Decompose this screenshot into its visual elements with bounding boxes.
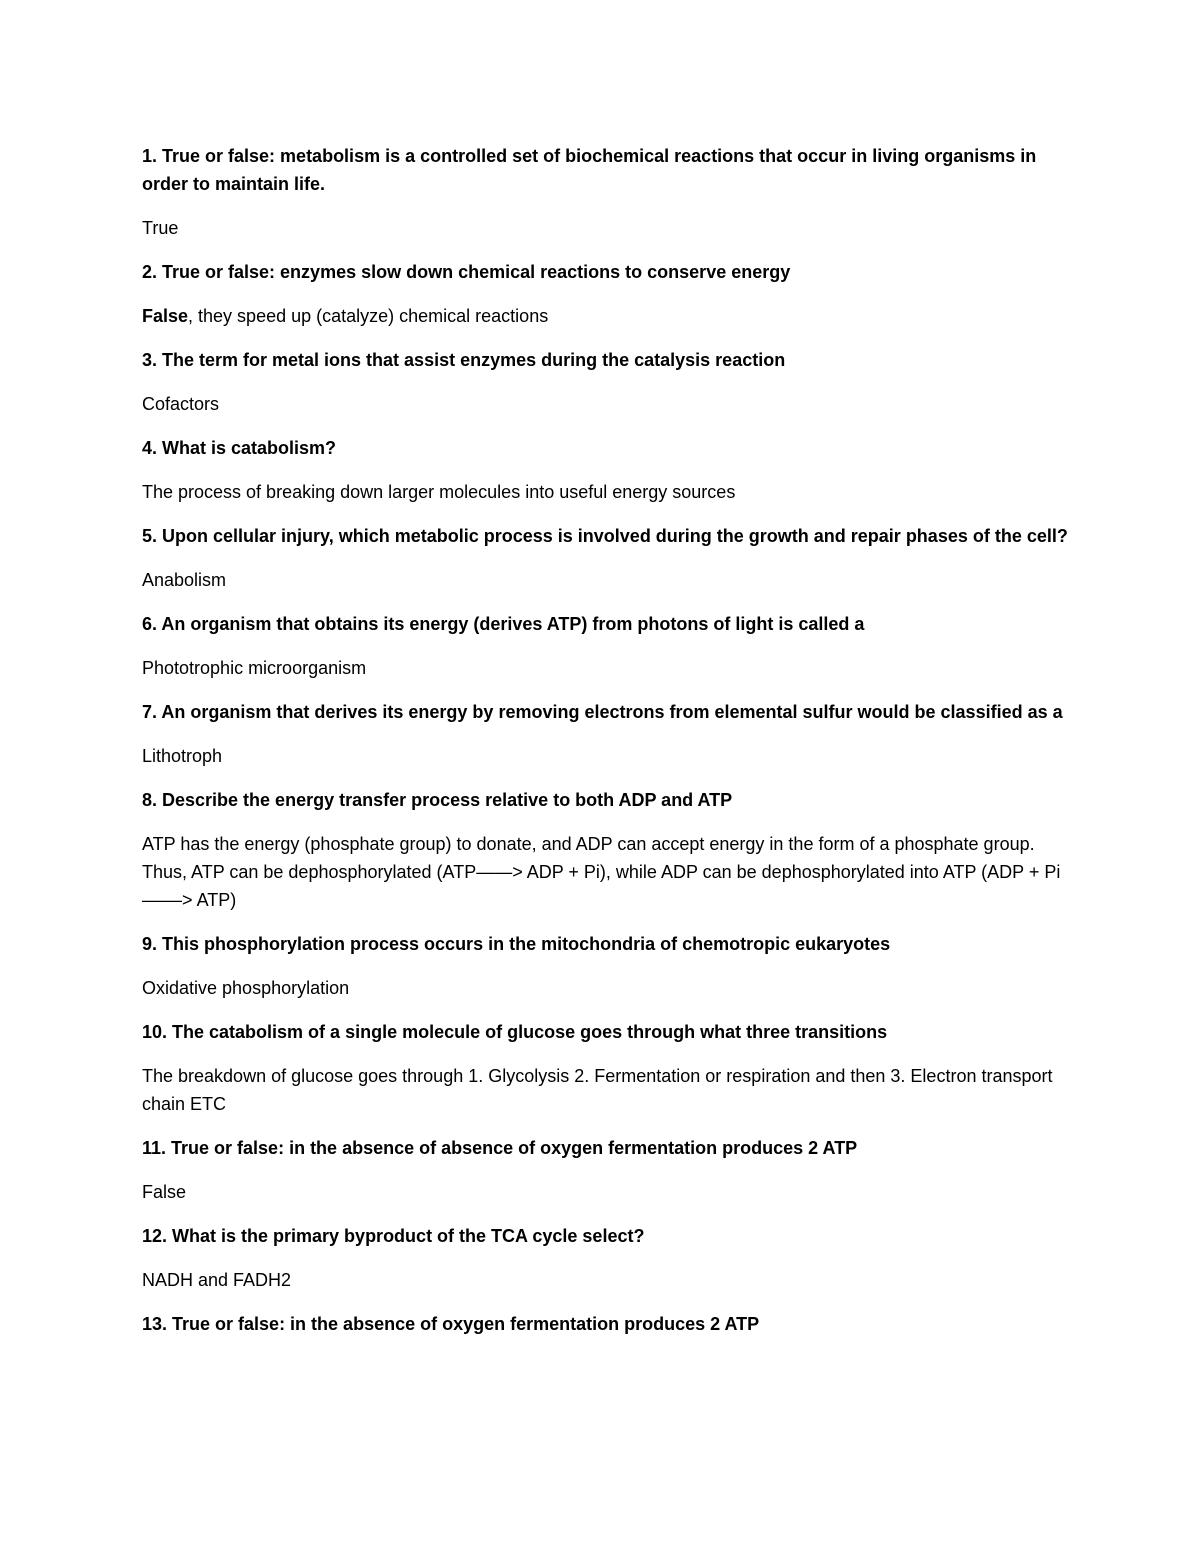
question-12: 12. What is the primary byproduct of the TCA cycle select? (142, 1226, 645, 1246)
answer-6: Phototrophic microorganism (142, 658, 367, 678)
question-3: 3. The term for metal ions that assist enzymes during the catalysis reaction (142, 350, 786, 370)
answer-4: The process of breaking down larger molecules into useful energy sources (142, 482, 736, 502)
answer-2-lead: False (142, 306, 189, 326)
answer-7: Lithotroph (142, 746, 223, 766)
answer-11: False (142, 1182, 187, 1202)
question-7: 7. An organism that derives its energy by removing electrons from elemental sulfur would be classified as a (142, 702, 1063, 722)
question-8: 8. Describe the energy transfer process relative to both ADP and ATP (142, 790, 733, 810)
document-page (142, 142, 1072, 1354)
question-4: 4. What is catabolism? (142, 438, 337, 458)
answer-9: Oxidative phosphorylation (142, 978, 350, 998)
answer-10: The breakdown of glucose goes through 1. Glycolysis 2. Fermentation or respiration and then 3. Electron transport chain ETC (142, 1066, 1053, 1114)
answer-2-text: , they speed up (catalyze) chemical reactions (188, 306, 549, 326)
question-11: 11. True or false: in the absence of absence of oxygen fermentation produces 2 ATP (142, 1138, 858, 1158)
answer-2 (142, 302, 1072, 330)
answer-3: Cofactors (142, 394, 220, 414)
question-6: 6. An organism that obtains its energy (derives ATP) from photons of light is called a (142, 614, 865, 634)
question-1: 1. True or false: metabolism is a controlled set of biochemical reactions that occur in living organisms in order to maintain life. (142, 146, 1037, 194)
question-5: 5. Upon cellular injury, which metabolic process is involved during the growth and repair phases of the cell? (142, 526, 1068, 546)
answer-12: NADH and FADH2 (142, 1270, 292, 1290)
answer-1: True (142, 218, 179, 238)
question-10: 10. The catabolism of a single molecule of glucose goes through what three transitions (142, 1022, 888, 1042)
question-2: 2. True or false: enzymes slow down chemical reactions to conserve energy (142, 262, 791, 282)
question-13: 13. True or false: in the absence of oxygen fermentation produces 2 ATP (142, 1314, 760, 1334)
question-9: 9. This phosphorylation process occurs in the mitochondria of chemotropic eukaryotes (142, 934, 891, 954)
answer-8: ATP has the energy (phosphate group) to donate, and ADP can accept energy in the form of a phosphate group. Thus, ATP can be dephosphorylated (ATP——> ADP + Pi), while ADP can be dephosphorylated into ATP (ADP + Pi ––––> ATP) (142, 834, 1061, 910)
answer-5: Anabolism (142, 570, 227, 590)
